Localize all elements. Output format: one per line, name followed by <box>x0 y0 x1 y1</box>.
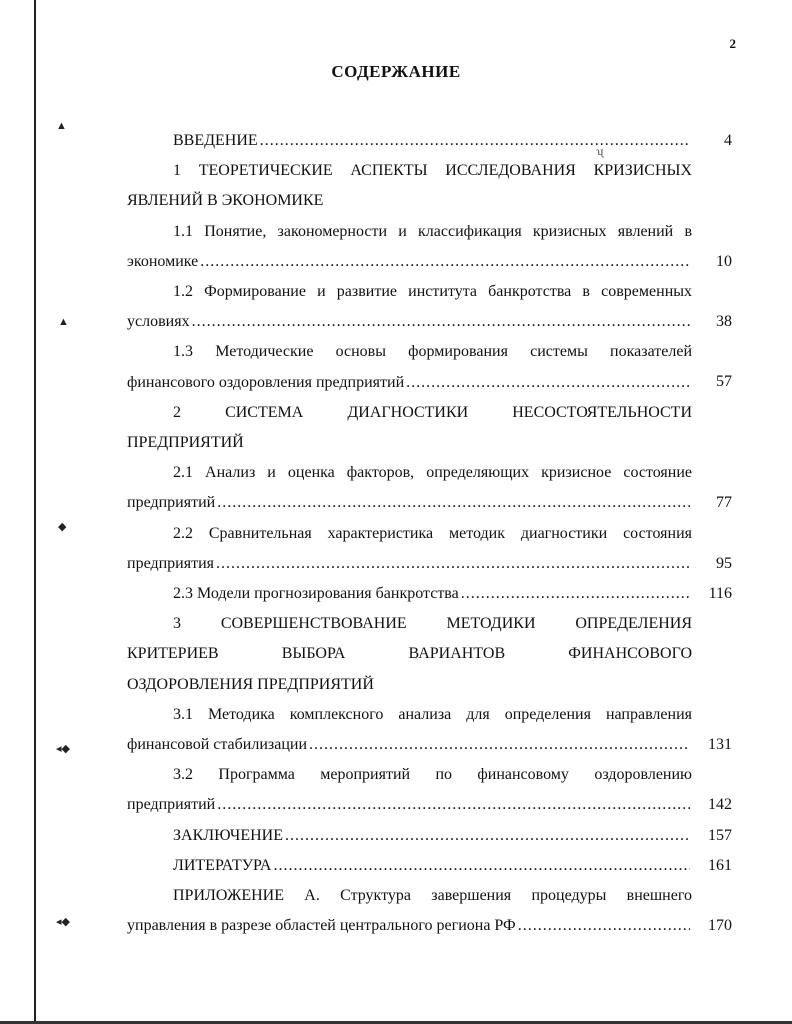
dot-leader <box>216 549 690 579</box>
entry-page: 10 <box>716 252 732 270</box>
entry-page: 4 <box>724 132 732 149</box>
toc-entry-chapter-3 <box>127 609 692 700</box>
entry-title-line: 3.1 Методика комплексного анализа для определения направления <box>173 705 692 723</box>
dot-leader <box>260 126 690 156</box>
toc-entry-2-3 <box>127 579 732 609</box>
toc-entry-chapter-1 <box>127 156 692 216</box>
entry-page: 161 <box>708 856 732 874</box>
toc-entry-2-1 <box>127 458 732 518</box>
entry-title-line: 2.2 Сравнительная характеристика методик диагностики состояния <box>173 524 692 542</box>
dot-leader <box>309 730 690 760</box>
binding-mark: ◂◆ <box>56 743 70 755</box>
entry-title-line: 1.3 Методические основы формирования системы показателей <box>173 343 692 361</box>
entry-title-line: предприятия <box>127 554 214 572</box>
dot-leader <box>461 579 690 609</box>
entry-title-line: финансового оздоровления предприятий <box>127 373 405 391</box>
entry-title-line: ПРИЛОЖЕНИЕ А. Структура завершения процедуры внешнего <box>173 887 692 905</box>
entry-title-line: ПРЕДПРИЯТИЙ <box>127 434 244 452</box>
entry-page: 57 <box>716 373 732 391</box>
entry-title: ВВЕДЕНИЕ <box>173 132 258 149</box>
dot-leader <box>217 790 690 820</box>
entry-page: 95 <box>716 554 732 572</box>
handwritten-mark: ʯ <box>596 144 604 158</box>
binding-mark: ◂◆ <box>56 916 70 928</box>
page-left-edge <box>34 0 36 1024</box>
entry-title-line: 1.2 Формирование и развитие института банкротства в современных <box>173 283 692 301</box>
toc-entry-chapter-2 <box>127 398 692 458</box>
page-title: СОДЕРЖАНИЕ <box>331 62 461 81</box>
entry-title-line: предприятий <box>127 494 216 512</box>
toc-entry-1-3 <box>127 337 732 397</box>
entry-title-line: 1.1 Понятие, закономерности и классификация кризисных явлений в <box>173 222 692 240</box>
dot-leader <box>285 821 690 851</box>
dot-leader <box>406 368 690 398</box>
entry-title: ЗАКЛЮЧЕНИЕ <box>173 826 283 844</box>
toc-entry-literature <box>127 851 732 881</box>
binding-mark: ▲ <box>58 316 69 328</box>
dot-leader <box>200 247 690 277</box>
entry-title-line: 3.2 Программа мероприятий по финансовому оздоровлению <box>173 766 692 784</box>
dot-leader <box>217 488 690 518</box>
entry-title-line: 2 СИСТЕМА ДИАГНОСТИКИ НЕСОСТОЯТЕЛЬНОСТИ <box>173 403 692 421</box>
entry-title-line: предприятий <box>127 796 216 814</box>
entry-page: 157 <box>708 826 732 844</box>
entry-title-line: управления в разрезе областей центрального региона РФ <box>127 917 516 935</box>
entry-title-line: 2.1 Анализ и оценка факторов, определяющих кризисное состояние <box>173 464 692 482</box>
toc-entry-appendix-a <box>127 881 732 941</box>
table-of-contents <box>127 126 732 941</box>
toc-entry-intro <box>127 126 732 156</box>
entry-title-line: 1 ТЕОРЕТИЧЕСКИЕ АСПЕКТЫ ИССЛЕДОВАНИЯ КРИЗИСНЫХ <box>173 162 692 180</box>
entry-title-line: условиях <box>127 313 190 331</box>
toc-entry-1-2 <box>127 277 732 337</box>
entry-page: 116 <box>708 585 732 603</box>
entry-page: 142 <box>708 796 732 814</box>
dot-leader <box>273 851 690 881</box>
entry-title-line: ОЗДОРОВЛЕНИЯ ПРЕДПРИЯТИЙ <box>127 675 374 693</box>
toc-entry-conclusion <box>127 821 732 851</box>
toc-entry-3-2 <box>127 760 732 820</box>
toc-entry-2-2 <box>127 519 732 579</box>
binding-mark: ▲ <box>56 120 67 132</box>
entry-page: 170 <box>708 917 732 935</box>
binding-mark: ◆ <box>58 521 67 533</box>
toc-entry-3-1 <box>127 700 732 760</box>
dot-leader <box>518 911 690 941</box>
entry-title: ЛИТЕРАТУРА <box>173 856 272 874</box>
entry-title-line: КРИТЕРИЕВ ВЫБОРА ВАРИАНТОВ ФИНАНСОВОГО <box>127 645 692 663</box>
entry-page: 38 <box>716 313 732 331</box>
dot-leader <box>192 307 690 337</box>
toc-entry-1-1 <box>127 217 732 277</box>
page-number: 2 <box>729 36 736 51</box>
entry-page: 77 <box>716 494 732 512</box>
entry-page: 131 <box>708 735 732 753</box>
entry-title-line: экономике <box>127 252 199 270</box>
entry-title: 2.3 Модели прогнозирования банкротства <box>173 585 459 603</box>
entry-title-line: 3 СОВЕРШЕНСТВОВАНИЕ МЕТОДИКИ ОПРЕДЕЛЕНИЯ <box>173 615 692 633</box>
entry-title-line: финансовой стабилизации <box>127 736 308 754</box>
entry-title-line: ЯВЛЕНИЙ В ЭКОНОМИКЕ <box>127 192 324 210</box>
